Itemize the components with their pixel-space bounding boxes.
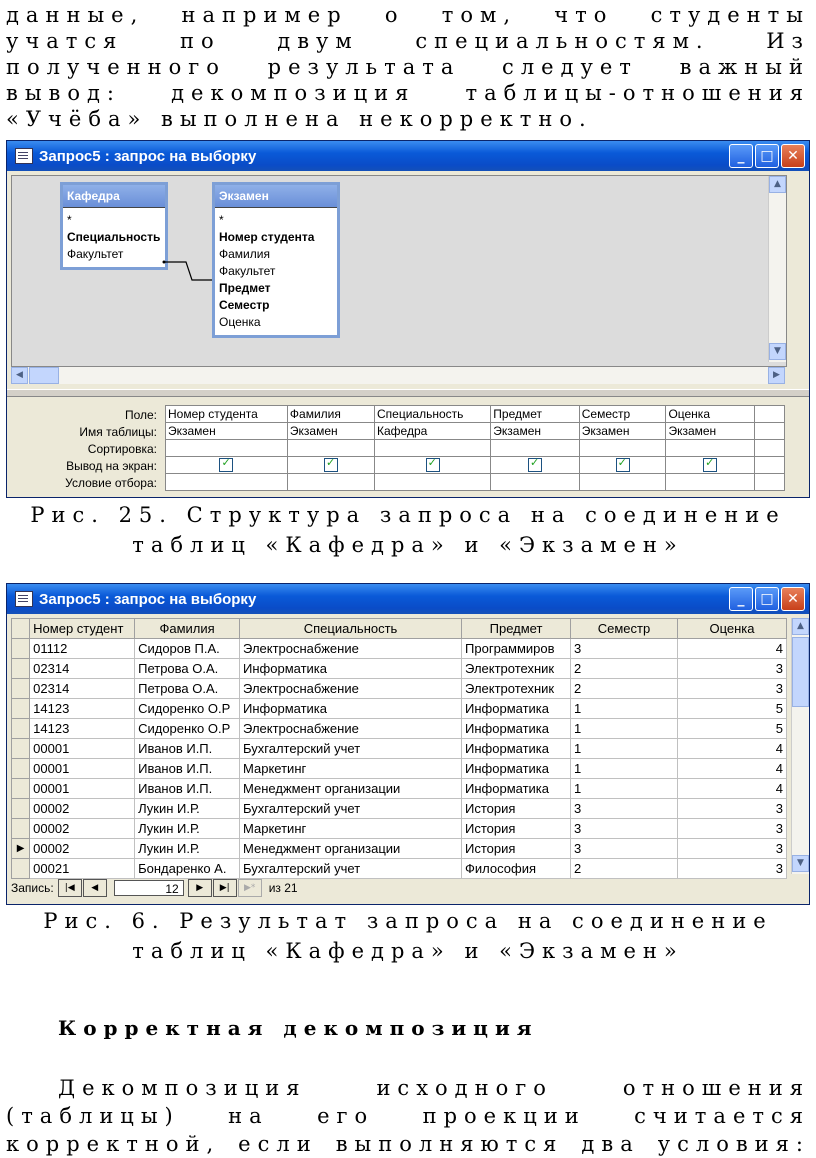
grid-row-label: Сортировка: bbox=[87, 442, 157, 456]
table-cell[interactable]: 3 bbox=[677, 679, 786, 699]
table-field[interactable]: * bbox=[219, 213, 224, 227]
outro-line: корректной, если выполняются два условия: bbox=[6, 1132, 810, 1156]
record-label: Запись: bbox=[11, 881, 54, 895]
row-selector[interactable] bbox=[12, 639, 30, 659]
caption-line: Рис. 25. Структура запроса на соединение bbox=[30, 503, 786, 527]
table-cell[interactable]: 01112 bbox=[30, 639, 135, 659]
show-checkbox[interactable] bbox=[324, 458, 338, 472]
criteria-cell[interactable] bbox=[491, 474, 579, 491]
table-cell[interactable]: 14123 bbox=[30, 699, 135, 719]
table-cell[interactable]: Информатика bbox=[462, 739, 571, 759]
minimize-button[interactable]: _ bbox=[729, 587, 753, 611]
table-name-cell[interactable]: Кафедра bbox=[375, 423, 491, 440]
section-heading: Корректная декомпозиция bbox=[58, 1016, 539, 1040]
table-cell[interactable]: Информатика bbox=[462, 699, 571, 719]
table-row[interactable] bbox=[12, 699, 787, 719]
show-cell[interactable] bbox=[579, 457, 666, 474]
table-cell[interactable]: 00001 bbox=[30, 759, 135, 779]
table-pane bbox=[11, 175, 787, 367]
table-title: Экзамен bbox=[215, 185, 337, 207]
table-cell[interactable]: 1 bbox=[571, 759, 678, 779]
table-cell[interactable]: Электротехник bbox=[462, 679, 571, 699]
sort-cell[interactable] bbox=[666, 440, 754, 457]
table-cell[interactable]: Сидоров П.А. bbox=[135, 639, 240, 659]
table-cell[interactable]: Программиров bbox=[462, 639, 571, 659]
table-cell[interactable]: 2 bbox=[571, 859, 678, 879]
table-cell[interactable]: Петрова О.А. bbox=[135, 679, 240, 699]
row-selector[interactable] bbox=[12, 679, 30, 699]
record-navigator bbox=[11, 878, 298, 898]
table-cell[interactable]: Маркетинг bbox=[240, 759, 462, 779]
minimize-button[interactable]: _ bbox=[729, 144, 753, 168]
table-cell[interactable]: Бухгалтерский учет bbox=[240, 739, 462, 759]
row-selector[interactable] bbox=[12, 739, 30, 759]
table-cell[interactable]: Менеджмент организации bbox=[240, 779, 462, 799]
criteria-cell[interactable] bbox=[579, 474, 666, 491]
table-cell[interactable]: Иванов И.П. bbox=[135, 779, 240, 799]
empty-column-cell[interactable] bbox=[754, 440, 784, 457]
table-cell[interactable]: 3 bbox=[677, 799, 786, 819]
row-selector[interactable] bbox=[12, 779, 30, 799]
table-cell[interactable]: 4 bbox=[677, 759, 786, 779]
table-cell[interactable]: 2 bbox=[571, 679, 678, 699]
table-cell[interactable]: 3 bbox=[571, 639, 678, 659]
sort-cell[interactable] bbox=[166, 440, 288, 457]
table-row[interactable] bbox=[12, 779, 787, 799]
sort-cell[interactable] bbox=[287, 440, 374, 457]
show-checkbox[interactable] bbox=[616, 458, 630, 472]
table-cell[interactable]: 3 bbox=[571, 799, 678, 819]
sort-cell[interactable] bbox=[491, 440, 579, 457]
table-cell[interactable]: 4 bbox=[677, 639, 786, 659]
sort-cell[interactable] bbox=[579, 440, 666, 457]
table-cell[interactable]: 02314 bbox=[30, 679, 135, 699]
table-cell[interactable]: Маркетинг bbox=[240, 819, 462, 839]
table-cell[interactable]: Бухгалтерский учет bbox=[240, 799, 462, 819]
grid-row bbox=[166, 423, 785, 440]
column-header[interactable]: Специальность bbox=[240, 619, 462, 639]
field-cell[interactable]: Предмет bbox=[491, 406, 579, 423]
table-cell[interactable]: Электротехник bbox=[462, 659, 571, 679]
table-row[interactable] bbox=[12, 819, 787, 839]
previous-record-icon[interactable]: ◀ bbox=[83, 879, 107, 897]
table-cell[interactable]: 14123 bbox=[30, 719, 135, 739]
query-result-window bbox=[6, 583, 810, 905]
table-cell[interactable]: 3 bbox=[677, 839, 786, 859]
table-cell[interactable]: 00001 bbox=[30, 779, 135, 799]
title-bar[interactable] bbox=[7, 141, 809, 171]
grid-row bbox=[166, 474, 785, 491]
title-bar[interactable] bbox=[7, 584, 809, 614]
table-field[interactable]: Предмет bbox=[219, 281, 271, 295]
table-field[interactable]: Семестр bbox=[219, 298, 270, 312]
grid-row-label: Условие отбора: bbox=[65, 476, 157, 490]
table-cell[interactable]: 00021 bbox=[30, 859, 135, 879]
empty-column-cell[interactable] bbox=[754, 423, 784, 440]
outro-line: Декомпозиция исходного отношения bbox=[58, 1076, 810, 1100]
table-cell[interactable]: Иванов И.П. bbox=[135, 739, 240, 759]
caption-1 bbox=[0, 500, 816, 560]
row-selector[interactable] bbox=[12, 819, 30, 839]
table-cell[interactable]: Информатика bbox=[462, 759, 571, 779]
query-icon bbox=[15, 148, 33, 164]
table-cell[interactable]: 3 bbox=[571, 819, 678, 839]
table-cell[interactable]: 1 bbox=[571, 719, 678, 739]
column-header[interactable]: Номер студент bbox=[30, 619, 135, 639]
table-cell[interactable]: Информатика bbox=[462, 719, 571, 739]
scroll-thumb[interactable] bbox=[792, 637, 809, 707]
table-cell[interactable]: Информатика bbox=[462, 779, 571, 799]
table-cell[interactable]: Электроснабжение bbox=[240, 719, 462, 739]
intro-paragraph bbox=[6, 2, 810, 106]
table-ekzamen[interactable] bbox=[212, 182, 340, 338]
grid-row-label: Вывод на экран: bbox=[66, 459, 157, 473]
show-checkbox[interactable] bbox=[219, 458, 233, 472]
scroll-up-icon[interactable]: ▲ bbox=[769, 176, 786, 193]
table-cell[interactable]: 00002 bbox=[30, 839, 135, 859]
table-cell[interactable]: 1 bbox=[571, 739, 678, 759]
new-record-icon[interactable]: ▶* bbox=[238, 879, 262, 897]
field-cell[interactable]: Специальность bbox=[375, 406, 491, 423]
intro-line: вывод: декомпозиция таблицы-отношения bbox=[6, 81, 810, 105]
table-cell[interactable]: 1 bbox=[571, 779, 678, 799]
table-cell[interactable]: Сидоренко О.Р bbox=[135, 699, 240, 719]
table-cell[interactable]: 4 bbox=[677, 739, 786, 759]
record-number-input[interactable]: 12 bbox=[114, 880, 184, 896]
show-cell[interactable] bbox=[491, 457, 579, 474]
table-cell[interactable]: 5 bbox=[677, 699, 786, 719]
table-field[interactable]: Факультет bbox=[67, 247, 124, 261]
grid-row-label: Имя таблицы: bbox=[79, 425, 157, 439]
caption-line: таблиц «Кафедра» и «Экзамен» bbox=[132, 533, 684, 557]
criteria-cell[interactable] bbox=[666, 474, 754, 491]
close-button[interactable]: ✕ bbox=[781, 587, 805, 611]
table-cell[interactable]: Менеджмент организации bbox=[240, 839, 462, 859]
sort-cell[interactable] bbox=[375, 440, 491, 457]
next-record-icon[interactable]: ▶ bbox=[188, 879, 212, 897]
grid-row bbox=[166, 457, 785, 474]
show-checkbox[interactable] bbox=[703, 458, 717, 472]
table-row[interactable] bbox=[12, 799, 787, 819]
window-title: Запрос5 : запрос на выборку bbox=[39, 590, 257, 608]
show-checkbox[interactable] bbox=[426, 458, 440, 472]
datasheet[interactable] bbox=[11, 618, 787, 879]
table-cell[interactable]: 3 bbox=[677, 819, 786, 839]
outro-paragraph bbox=[6, 1074, 810, 1158]
row-selector[interactable] bbox=[12, 799, 30, 819]
criteria-cell[interactable] bbox=[166, 474, 288, 491]
last-record-icon[interactable]: ▶| bbox=[213, 879, 237, 897]
table-cell[interactable]: 00001 bbox=[30, 739, 135, 759]
intro-last-line: «Учёба» выполнена некорректно. bbox=[6, 107, 593, 131]
empty-column-cell[interactable] bbox=[754, 474, 784, 491]
scroll-thumb[interactable] bbox=[29, 367, 59, 384]
window-title: Запрос5 : запрос на выборку bbox=[39, 147, 257, 165]
table-field[interactable]: Фамилия bbox=[219, 247, 270, 261]
table-title: Кафедра bbox=[63, 185, 165, 207]
table-cell[interactable]: 00002 bbox=[30, 799, 135, 819]
show-cell[interactable] bbox=[287, 457, 374, 474]
table-name-cell[interactable]: Экзамен bbox=[579, 423, 666, 440]
scroll-right-icon[interactable]: ▶ bbox=[768, 367, 785, 384]
column-header[interactable]: Семестр bbox=[571, 619, 678, 639]
table-cell[interactable]: Иванов И.П. bbox=[135, 759, 240, 779]
table-cell[interactable]: Электроснабжение bbox=[240, 679, 462, 699]
maximize-button[interactable]: □ bbox=[755, 587, 779, 611]
grid-row bbox=[166, 406, 785, 423]
table-cell[interactable]: 00002 bbox=[30, 819, 135, 839]
maximize-button[interactable]: □ bbox=[755, 144, 779, 168]
table-cell[interactable]: Бухгалтерский учет bbox=[240, 859, 462, 879]
field-cell[interactable]: Семестр bbox=[579, 406, 666, 423]
table-field[interactable]: Номер студента bbox=[219, 230, 315, 244]
table-cell[interactable]: 3 bbox=[571, 839, 678, 859]
table-row[interactable] bbox=[12, 859, 787, 879]
table-row[interactable] bbox=[12, 719, 787, 739]
header-row bbox=[12, 619, 787, 639]
table-field[interactable]: Оценка bbox=[219, 315, 261, 329]
column-header[interactable]: Фамилия bbox=[135, 619, 240, 639]
scroll-down-icon[interactable]: ▼ bbox=[792, 855, 809, 872]
table-cell[interactable]: Лукин И.Р. bbox=[135, 839, 240, 859]
table-name-cell[interactable]: Экзамен bbox=[166, 423, 288, 440]
row-selector[interactable] bbox=[12, 759, 30, 779]
caption-line: Рис. 6. Результат запроса на соединение bbox=[43, 909, 773, 933]
table-field[interactable]: Специальность bbox=[67, 230, 161, 244]
table-cell[interactable]: 02314 bbox=[30, 659, 135, 679]
table-cell[interactable]: Информатика bbox=[240, 659, 462, 679]
field-cell[interactable]: Номер студента bbox=[166, 406, 288, 423]
field-cell[interactable]: Фамилия bbox=[287, 406, 374, 423]
table-cell[interactable]: Бондаренко А. bbox=[135, 859, 240, 879]
table-cell[interactable]: Лукин И.Р. bbox=[135, 819, 240, 839]
table-row[interactable] bbox=[12, 759, 787, 779]
table-cell[interactable]: Лукин И.Р. bbox=[135, 799, 240, 819]
criteria-cell[interactable] bbox=[375, 474, 491, 491]
record-total: из 21 bbox=[268, 881, 298, 895]
table-field[interactable]: Факультет bbox=[219, 264, 276, 278]
caption-2 bbox=[0, 906, 816, 966]
table-cell[interactable]: Философия bbox=[462, 859, 571, 879]
empty-column-cell[interactable] bbox=[754, 457, 784, 474]
table-cell[interactable]: История bbox=[462, 819, 571, 839]
scroll-down-icon[interactable]: ▼ bbox=[769, 343, 786, 360]
grid-row-label: Поле: bbox=[124, 408, 157, 422]
query-design-window bbox=[6, 140, 810, 498]
show-cell[interactable] bbox=[375, 457, 491, 474]
table-cell[interactable]: 3 bbox=[677, 659, 786, 679]
table-name-cell[interactable]: Экзамен bbox=[666, 423, 754, 440]
outro-line: (таблицы) на его проекции считается bbox=[6, 1104, 810, 1128]
table-cell[interactable]: 2 bbox=[571, 659, 678, 679]
table-field[interactable]: * bbox=[67, 213, 72, 227]
field-cell[interactable]: Оценка bbox=[666, 406, 754, 423]
intro-line: учатся по двум специальностям. Из bbox=[6, 29, 810, 53]
intro-line: данные, например о том, что студенты bbox=[6, 3, 810, 27]
close-button[interactable]: ✕ bbox=[781, 144, 805, 168]
table-kafedra[interactable] bbox=[60, 182, 168, 270]
show-cell[interactable] bbox=[166, 457, 288, 474]
show-checkbox[interactable] bbox=[528, 458, 542, 472]
show-cell[interactable] bbox=[666, 457, 754, 474]
table-cell[interactable]: История bbox=[462, 799, 571, 819]
empty-column-cell[interactable] bbox=[754, 406, 784, 423]
scroll-up-icon[interactable]: ▲ bbox=[792, 618, 809, 635]
table-cell[interactable]: Петрова О.А. bbox=[135, 659, 240, 679]
table-name-cell[interactable]: Экзамен bbox=[491, 423, 579, 440]
table-row[interactable] bbox=[12, 739, 787, 759]
pane-splitter[interactable] bbox=[7, 389, 810, 397]
table-row[interactable] bbox=[12, 839, 787, 859]
row-selector[interactable] bbox=[12, 719, 30, 739]
table-cell[interactable]: 1 bbox=[571, 699, 678, 719]
table-cell[interactable]: 5 bbox=[677, 719, 786, 739]
table-row[interactable] bbox=[12, 639, 787, 659]
caption-line: таблиц «Кафедра» и «Экзамен» bbox=[132, 939, 684, 963]
table-cell[interactable]: 3 bbox=[677, 859, 786, 879]
first-record-icon[interactable]: |◀ bbox=[58, 879, 82, 897]
design-grid[interactable] bbox=[165, 405, 785, 491]
grid-row bbox=[166, 440, 785, 457]
table-name-cell[interactable]: Экзамен bbox=[287, 423, 374, 440]
criteria-cell[interactable] bbox=[287, 474, 374, 491]
column-header[interactable]: Предмет bbox=[462, 619, 571, 639]
table-cell[interactable]: Электроснабжение bbox=[240, 639, 462, 659]
table-cell[interactable]: Сидоренко О.Р bbox=[135, 719, 240, 739]
query-icon bbox=[15, 591, 33, 607]
query-grid bbox=[11, 399, 785, 498]
row-selector[interactable] bbox=[12, 699, 30, 719]
vertical-scrollbar[interactable] bbox=[791, 618, 809, 874]
table-cell[interactable]: История bbox=[462, 839, 571, 859]
row-selector[interactable] bbox=[12, 859, 30, 879]
horizontal-scrollbar[interactable] bbox=[11, 367, 785, 384]
select-all-corner[interactable] bbox=[12, 619, 30, 639]
intro-line: полученного результата следует важный bbox=[6, 55, 810, 79]
vertical-scrollbar[interactable] bbox=[768, 176, 786, 362]
table-row[interactable] bbox=[12, 659, 787, 679]
table-row[interactable] bbox=[12, 679, 787, 699]
column-header[interactable]: Оценка bbox=[677, 619, 786, 639]
table-cell[interactable]: 4 bbox=[677, 779, 786, 799]
table-cell[interactable]: Информатика bbox=[240, 699, 462, 719]
scroll-left-icon[interactable]: ◀ bbox=[11, 367, 28, 384]
row-selector[interactable] bbox=[12, 659, 30, 679]
current-record-icon[interactable]: ▶ bbox=[12, 839, 30, 859]
